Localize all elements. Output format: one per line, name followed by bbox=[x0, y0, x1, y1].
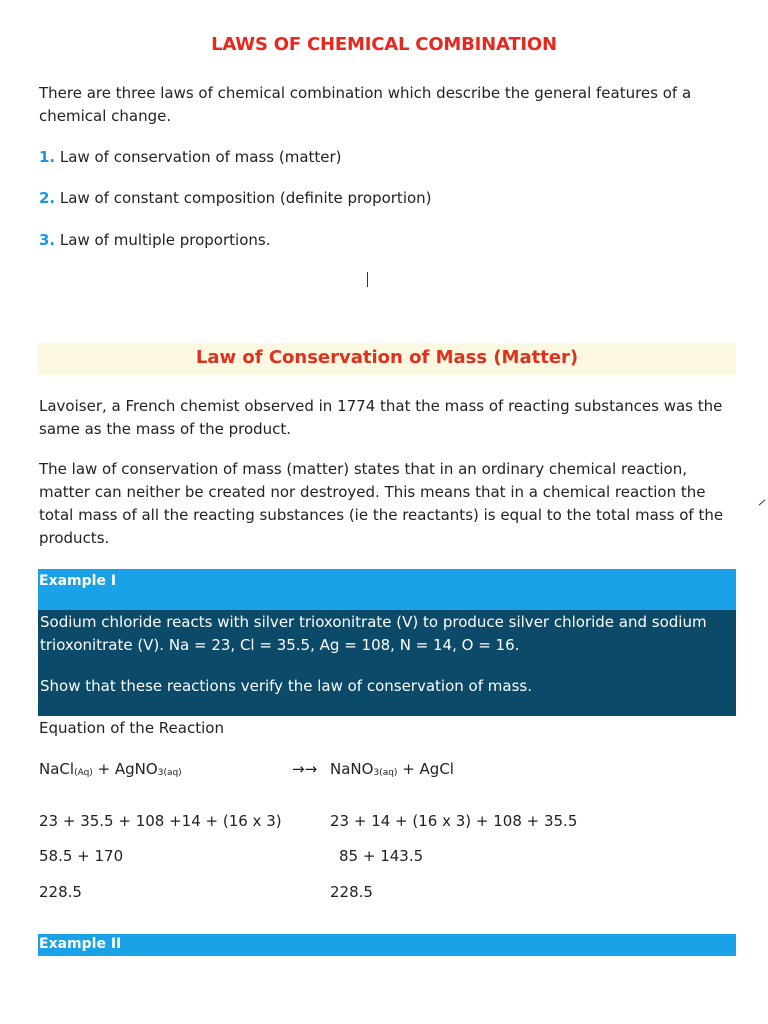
section-title: Law of Conservation of Mass (Matter) bbox=[195, 347, 579, 368]
example-2-label: Example II bbox=[39, 936, 122, 952]
paragraph-line: same as the mass of the product. bbox=[39, 420, 292, 438]
example-1-header bbox=[38, 569, 736, 610]
equation-lhs bbox=[39, 760, 182, 778]
law-number: 2. bbox=[39, 189, 56, 207]
page-title: LAWS OF CHEMICAL COMBINATION bbox=[211, 34, 557, 55]
state-subscript: 3(aq) bbox=[373, 768, 398, 778]
example-line: trioxonitrate (V). Na = 23, Cl = 35.5, Ag = 108, N = 14, O = 16. bbox=[40, 636, 520, 654]
equation-rhs bbox=[330, 760, 454, 778]
lavoisier-paragraph bbox=[39, 395, 739, 441]
calc-left: 23 + 35.5 + 108 +14 + (16 x 3) bbox=[39, 812, 282, 830]
paragraph-line: The law of conservation of mass (matter) states that in an ordinary chemical reaction, bbox=[39, 460, 688, 478]
law-text: Law of multiple proportions. bbox=[59, 231, 271, 249]
reactant: NaCl bbox=[39, 760, 75, 778]
intro-line: chemical change. bbox=[39, 107, 172, 125]
law-text: Law of conservation of mass (matter) bbox=[59, 148, 342, 166]
law-statement-paragraph bbox=[39, 458, 739, 550]
paragraph-line: total mass of all the reacting substances (ie the reactants) is equal to the total mass of the bbox=[39, 506, 724, 524]
state-subscript: (Aq) bbox=[74, 768, 93, 778]
paragraph-line: matter can neither be created nor destroyed. This means that in a chemical reaction the bbox=[39, 483, 706, 501]
law-item-1 bbox=[39, 146, 739, 169]
paragraph-line: Lavoiser, a French chemist observed in 1774 that the mass of reacting substances was the bbox=[39, 397, 723, 415]
reaction-arrow: →→ bbox=[292, 760, 318, 778]
state-subscript: 3(aq) bbox=[157, 768, 182, 778]
paragraph-line: products. bbox=[39, 529, 110, 547]
law-number: 1. bbox=[39, 148, 56, 166]
reactant: + AgNO bbox=[92, 760, 158, 778]
stray-mark bbox=[367, 272, 368, 287]
example-1-box bbox=[38, 610, 736, 716]
intro-paragraph bbox=[39, 82, 739, 128]
example-1-label: Example I bbox=[39, 573, 117, 589]
example-line: Sodium chloride reacts with silver trioxonitrate (V) to produce silver chloride and sodium bbox=[40, 613, 707, 631]
calc-left: 228.5 bbox=[39, 883, 82, 901]
law-text: Law of constant composition (definite proportion) bbox=[59, 189, 432, 207]
product: NaNO bbox=[330, 760, 374, 778]
calc-left: 58.5 + 170 bbox=[39, 847, 124, 865]
calc-right: 23 + 14 + (16 x 3) + 108 + 35.5 bbox=[330, 812, 578, 830]
intro-line: There are three laws of chemical combination which describe the general features of a bbox=[39, 84, 692, 102]
law-item-2 bbox=[39, 187, 739, 210]
equation-heading: Equation of the Reaction bbox=[39, 719, 224, 737]
product: + AgCl bbox=[397, 760, 454, 778]
calc-right: 228.5 bbox=[330, 883, 373, 901]
example-line: Show that these reactions verify the law of conservation of mass. bbox=[40, 677, 532, 695]
example-2-header bbox=[38, 934, 736, 956]
law-number: 3. bbox=[39, 231, 56, 249]
law-item-3 bbox=[39, 229, 739, 252]
stray-mark bbox=[759, 500, 766, 506]
calc-right: 85 + 143.5 bbox=[339, 847, 424, 865]
